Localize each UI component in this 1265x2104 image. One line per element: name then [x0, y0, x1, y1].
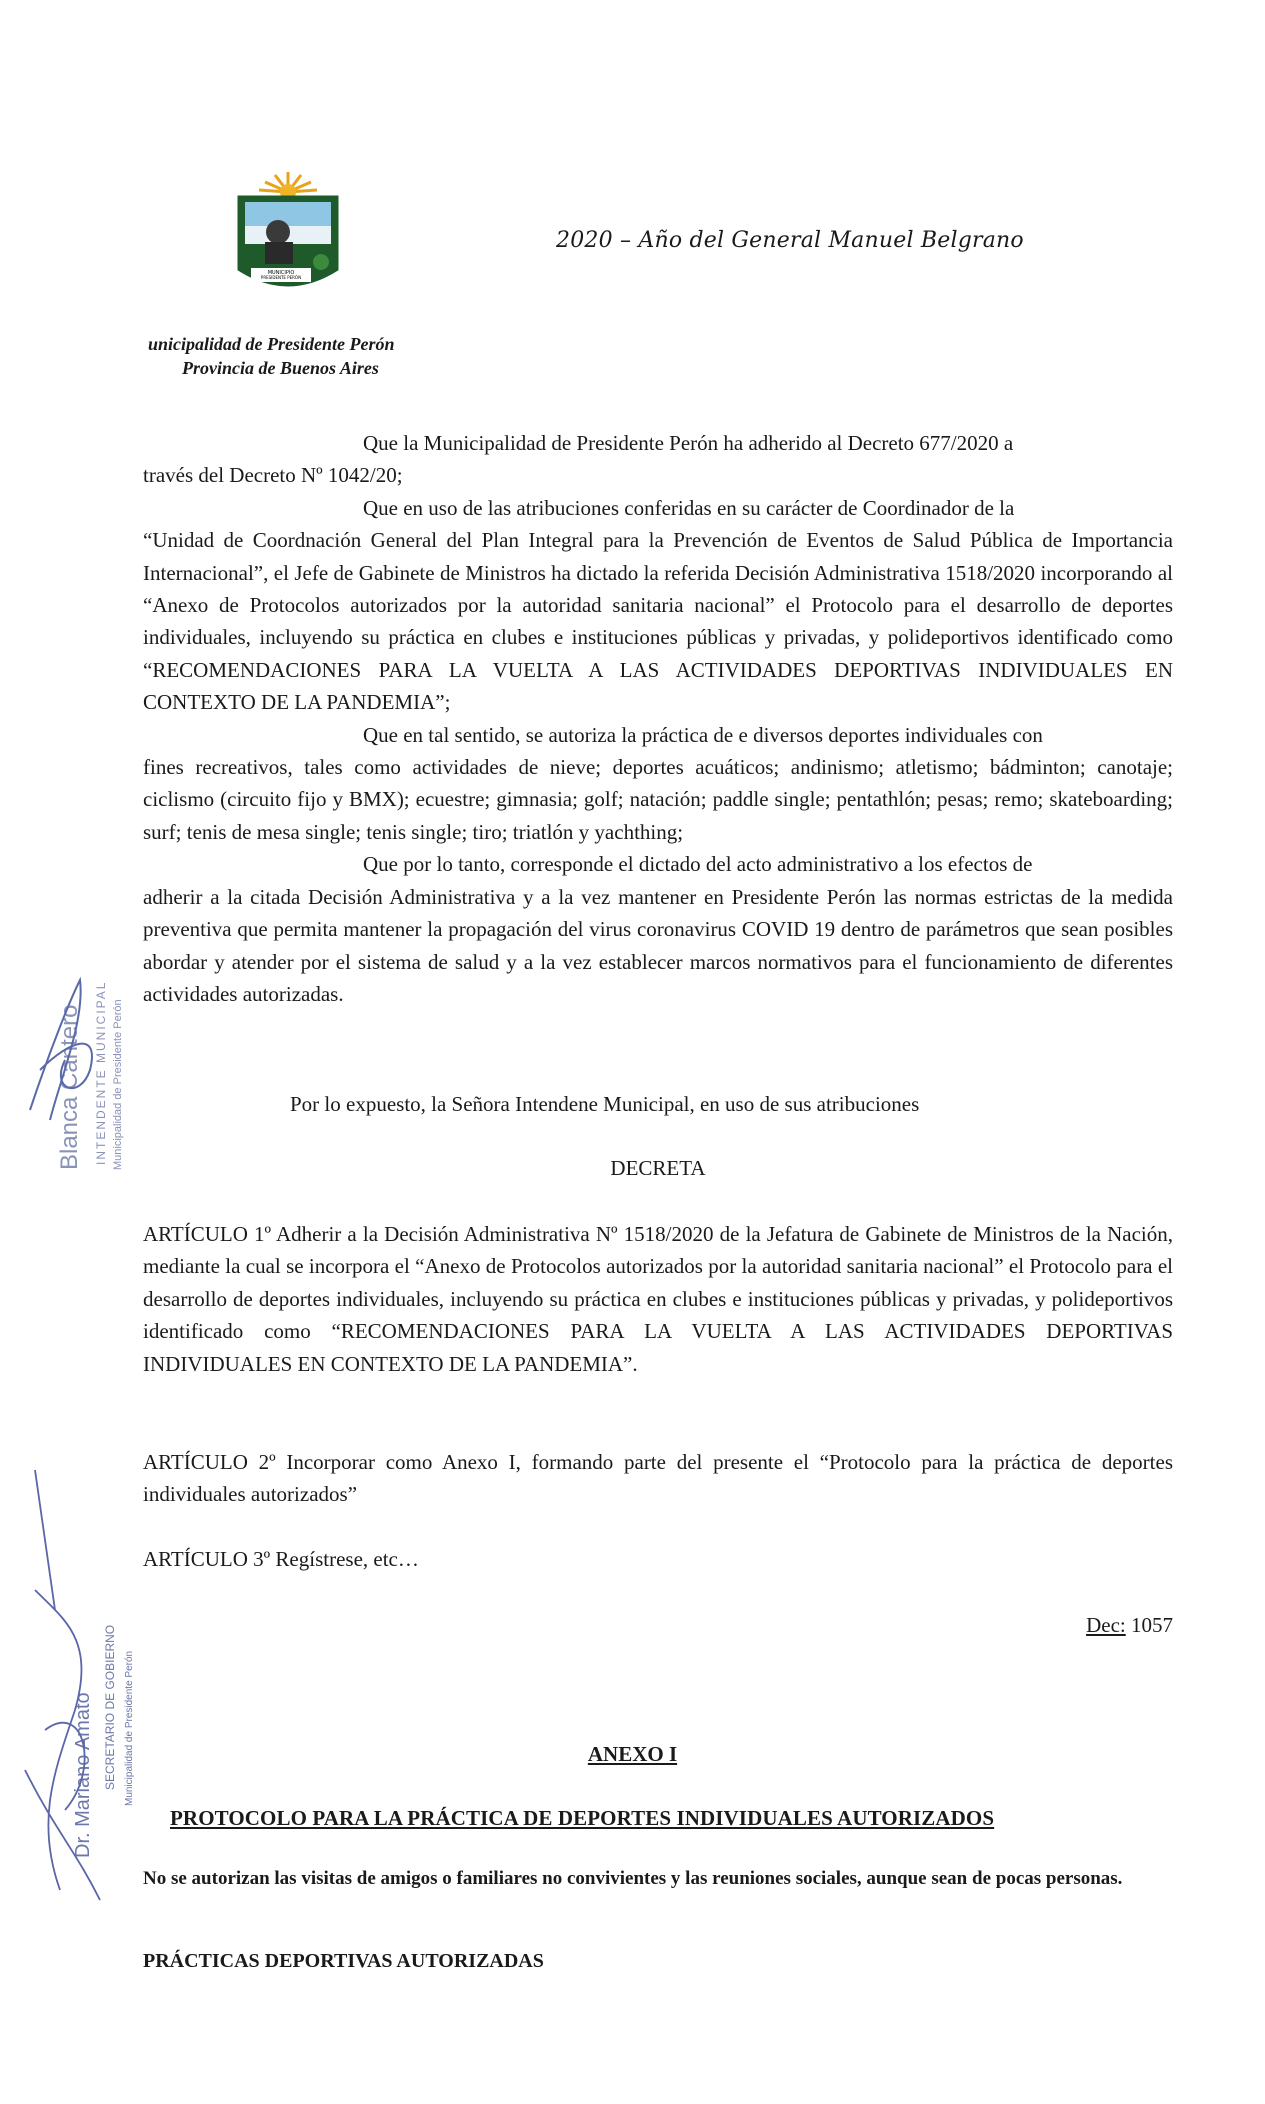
- crest-text: MUNICIPIO: [267, 270, 295, 276]
- secretary-stamp-name: Dr. Mariano Amato: [72, 1692, 94, 1858]
- protocol-title: PROTOCOLO PARA LA PRÁCTICA DE DEPORTES INDIVIDUALES AUTORIZADOS: [170, 1806, 995, 1830]
- considerando-4: Que por lo tanto, corresponde el dictado del acto administrativo a los efectos de adherir a la citada Decisión Administrativa y a la vez mantener en Presidente Perón las normas estrictas de la medida preventiva que permita mantener la propagación del virus coronavirus COVID 19 dentro de parámetros que sean posibles abordar y atender por el sistema de salud y a la vez establecer marcos normativos para el funcionamiento de diferentes actividades autorizadas.: [143, 852, 1173, 1006]
- mayor-stamp-name: Blanca Cantero: [56, 1004, 83, 1170]
- considerando-1: Que la Municipalidad de Presidente Perón ha adherido al Decreto 677/2020 a través del Decreto Nº 1042/20;: [143, 431, 1014, 488]
- decree-number: Dec: 1057: [1086, 1613, 1173, 1637]
- section-heading: PRÁCTICAS DEPORTIVAS AUTORIZADAS: [143, 1950, 544, 1972]
- article-2: ARTÍCULO 2º Incorporar como Anexo I, formando parte del presente el “Protocolo para la práctica de deportes individuales autorizados”: [143, 1450, 1173, 1507]
- article-1: ARTÍCULO 1º Adherir a la Decisión Administrativa Nº 1518/2020 de la Jefatura de Gabinete de Ministros de la Nación, mediante la cual se incorpora el “Anexo de Protocolos autorizados por la autoridad sanitaria nacional” el Protocolo para el desarrollo de deportes individuales, incluyendo su práctica en clubes e instituciones públicas y privadas, y polideportivos identificado como “RECOMENDACIONES PARA LA VUELTA A LAS ACTIVIDADES DEPORTIVAS INDIVIDUALES EN CONTEXTO DE LA PANDEMIA”.: [143, 1222, 1173, 1376]
- decreta-heading: DECRETA: [610, 1156, 706, 1180]
- mayor-stamp-role: INTENDENTE MUNICIPAL: [94, 980, 108, 1165]
- protocol-notice: No se autorizan las visitas de amigos o familiares no convivientes y las reuniones sociales, aunque sean de pocas personas.: [143, 1868, 1123, 1889]
- secretary-signature: [15, 1470, 115, 1910]
- secretary-stamp-muni: Municipalidad de Presidente Perón: [124, 1650, 135, 1806]
- year-motto: 2020 – Año del General Manuel Belgrano: [556, 228, 1024, 253]
- article-3: ARTÍCULO 3º Regístrese, etc…: [143, 1547, 419, 1571]
- considerandos: [143, 427, 1173, 1010]
- considerando-3: Que en tal sentido, se autoriza la práctica de e diversos deportes individuales con fines recreativos, tales como actividades de nieve; deportes acuáticos; andinismo; atletismo; bádminton; canotaje; ciclismo (circuito fijo y BMX); ecuestre; gimnasia; golf; natación; paddle single; pentathlón; pesas; remo; skateboarding; surf; tenis de mesa single; tenis single; tiro; triatlón y yachthing;: [143, 722, 1173, 844]
- municipal-crest-logo: [233, 170, 343, 300]
- secretary-stamp-role: SECRETARIO DE GOBIERNO: [103, 1624, 117, 1790]
- mayor-stamp-muni: Municipalidad de Presidente Perón: [112, 999, 124, 1170]
- municipality-name: unicipalidad de Presidente Perón: [148, 334, 395, 354]
- preamble: Por lo expuesto, la Señora Intendene Municipal, en uso de sus atribuciones: [290, 1092, 920, 1116]
- annex-title: ANEXO I: [587, 1742, 678, 1766]
- svg-text:PRESIDENTE PERÓN: PRESIDENTE PERÓN: [260, 275, 302, 280]
- considerando-2: Que en uso de las atribuciones conferidas en su carácter de Coordinador de la “Unidad de Coordnación General del Plan Integral para la Prevención de Eventos de Salud Pública de Importancia Internacional”, el Jefe de Gabinete de Ministros ha dictado la referida Decisión Administrativa 1518/2020 incorporando al “Anexo de Protocolos autorizados por la autoridad sanitaria nacional” el Protocolo para el desarrollo de deportes individuales, incluyendo su práctica en clubes e instituciones públicas y privadas, y polideportivos identificado como “RECOMENDACIONES PARA LA VUELTA A LAS ACTIVIDADES DEPORTIVAS INDIVIDUALES EN CONTEXTO DE LA PANDEMIA”;: [143, 495, 1173, 715]
- mayor-signature: [10, 960, 120, 1130]
- letterhead: [148, 332, 395, 380]
- province-name: Provincia de Buenos Aires: [182, 358, 379, 378]
